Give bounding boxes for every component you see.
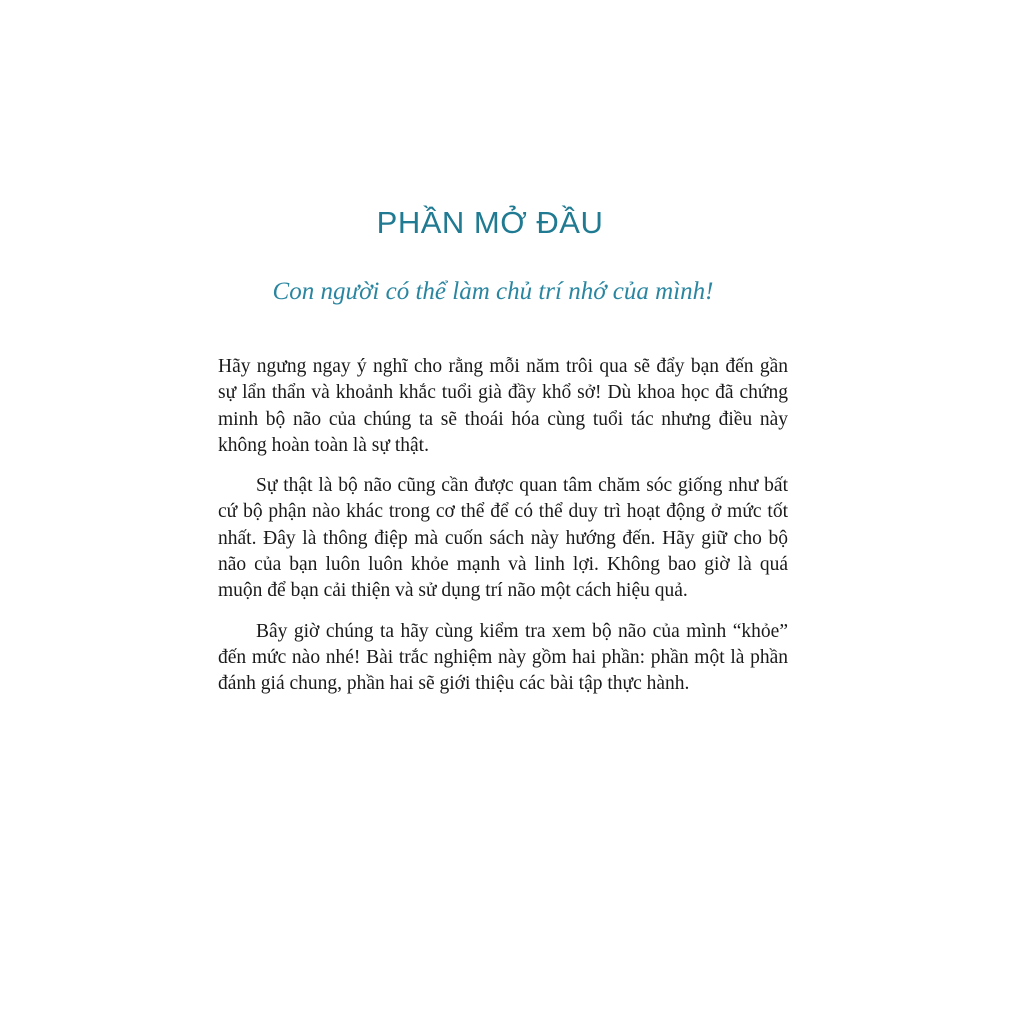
paragraph-2: Sự thật là bộ não cũng cần được quan tâm chăm sóc giống như bất cứ bộ phận nào khác trong cơ thể để có thể duy trì hoạt động ở mức tốt nhất. Đây là thông điệp mà cuốn sách này hướng đến. Hãy giữ cho bộ não của bạn luôn luôn khỏe mạnh và linh lợi. Không bao giờ là quá muộn để bạn cải thiện và sử dụng trí não một cách hiệu quả.: [218, 475, 788, 602]
paragraph-3: Bây giờ chúng ta hãy cùng kiểm tra xem bộ não của mình “khỏe” đến mức nào nhé! Bài trắc nghiệm này gồm hai phần: phần một là phần đánh giá chung, phần hai sẽ giới thiệu các bài tập thực hành.: [218, 620, 788, 695]
chapter-subtitle: Con người có thể làm chủ trí nhớ của mình!: [272, 278, 714, 305]
chapter-title: PHẦN MỞ ĐẦU: [376, 205, 604, 240]
body-text: [218, 354, 788, 712]
paragraph-1: Hãy ngưng ngay ý nghĩ cho rằng mỗi năm trôi qua sẽ đẩy bạn đến gần sự lẩn thẩn và khoảnh khắc tuổi già đầy khổ sở! Dù khoa học đã chứng minh bộ não của chúng ta sẽ thoái hóa cùng tuổi tác nhưng điều này không hoàn toàn là sự thật.: [218, 356, 788, 456]
